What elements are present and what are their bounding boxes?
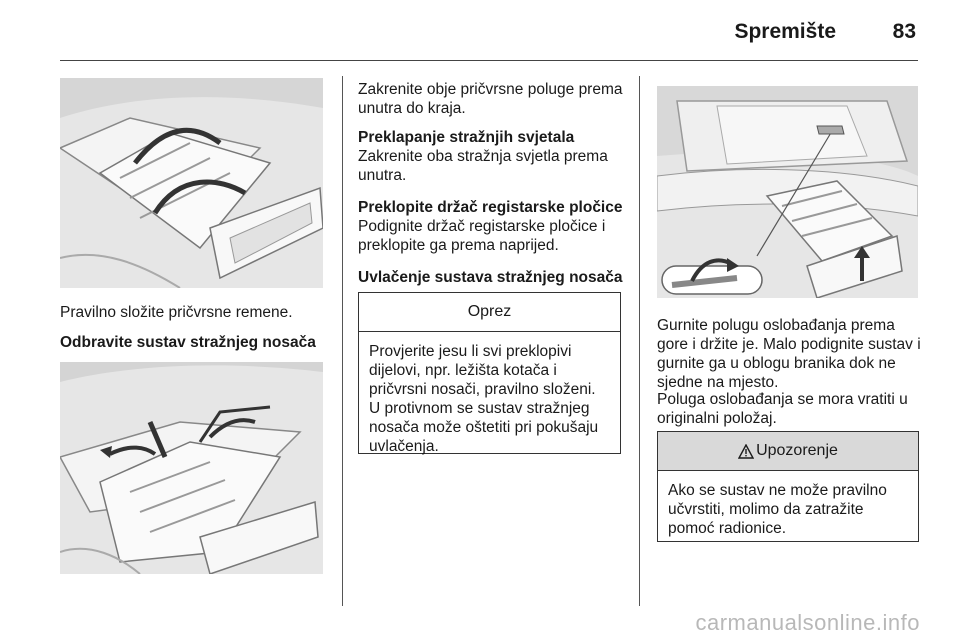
caution-box-title: Oprez <box>359 293 620 332</box>
para-fold-lights: Zakrenite oba stražnja svjetla prema unutra. <box>358 148 608 184</box>
watermark: carmanualsonline.info <box>695 610 920 635</box>
caution-box-text: Provjerite jesu li svi preklopivi dijelovi, npr. ležišta kotača i pričvrsni nosači, pravilno složeni. U protivnom se sustav stražnjeg nosača može oštetiti pri pokušaju uvlačenja. <box>369 343 599 455</box>
column-divider-right <box>639 76 640 606</box>
column-divider-left <box>342 76 343 606</box>
heading-fold-lights: Preklapanje stražnjih svjetala <box>358 129 575 146</box>
page-number: 83 <box>892 20 916 43</box>
warning-box-header <box>658 432 918 471</box>
caption-straps: Pravilno složite pričvrsne remene. <box>60 304 293 321</box>
unlock-levers-drawing <box>60 362 323 574</box>
warning-box-title: Upozorenje <box>756 442 838 459</box>
para-fold-plate-holder: Podignite držač registarske pločice i preklopite ga prema naprijed. <box>358 218 606 254</box>
warning-triangle-icon <box>738 444 754 459</box>
para-push-release-lever: Gurnite polugu oslobađanja prema gore i držite je. Malo podignite sustav i gurnite ga u oblogu branika dok ne sjedne na mjesto. <box>657 317 921 391</box>
page-title: Spremište <box>734 20 836 43</box>
illustration-unlock <box>60 362 323 574</box>
heading-fold-plate-holder: Preklopite držač registarske pločice <box>358 199 623 216</box>
caution-box <box>358 292 621 454</box>
page-header <box>60 0 918 61</box>
para-lever-return: Poluga oslobađanja se mora vratiti u originalni položaj. <box>657 391 908 427</box>
heading-retract-carrier: Uvlačenje sustava stražnjeg nosača <box>358 269 623 286</box>
retract-carrier-drawing <box>657 86 918 298</box>
para-rotate-levers: Zakrenite obje pričvrsne poluge prema unutra do kraja. <box>358 81 623 117</box>
heading-unlock-carrier: Odbravite sustav stražnjeg nosača <box>60 334 316 351</box>
illustration-straps <box>60 78 323 288</box>
strap-carrier-drawing <box>60 78 323 288</box>
warning-box-text: Ako se sustav ne može pravilno učvrstiti, molimo da zatražite pomoć radionice. <box>668 482 887 537</box>
warning-box <box>657 431 919 542</box>
illustration-retract <box>657 86 918 298</box>
